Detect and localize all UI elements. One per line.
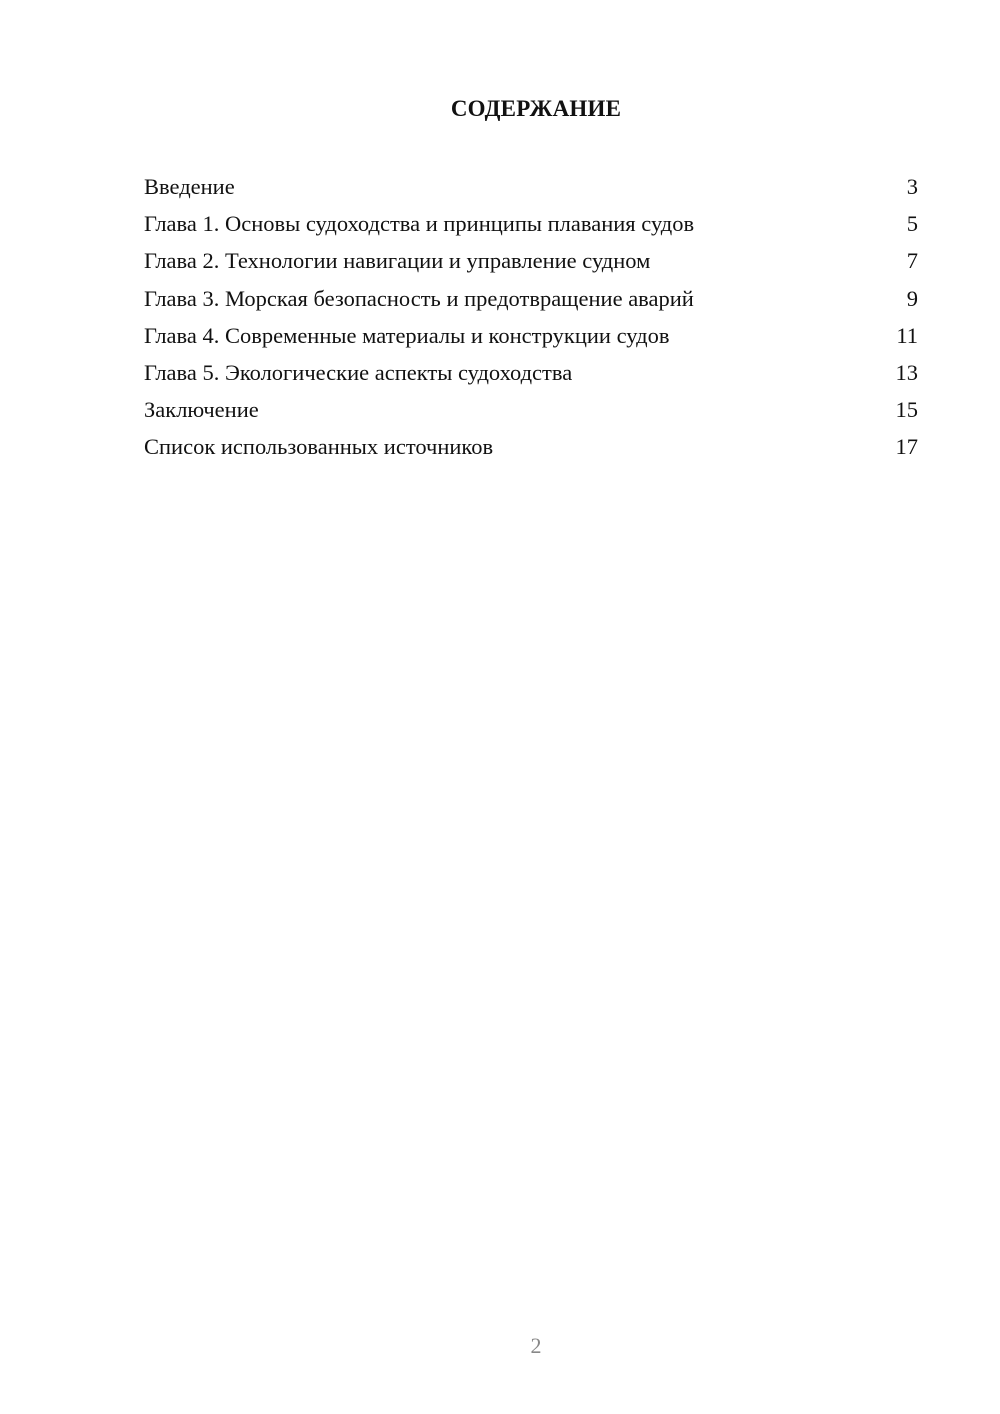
toc-entry-page: 13 [895,359,918,385]
toc-entry-chapter-2 [144,242,918,279]
toc-entry-label: Глава 2. Технологии навигации и управление судном [144,248,651,274]
toc-entry-label: Глава 1. Основы судоходства и принципы плавания судов [144,211,695,237]
toc-entry-chapter-3 [144,280,918,317]
toc-entry-page: 17 [895,434,918,460]
toc-entry-label: Глава 5. Экологические аспекты судоходства [144,359,573,385]
toc-entry-page: 9 [906,285,918,311]
toc-entry-introduction [144,168,918,205]
toc-entry-page: 3 [906,174,918,199]
toc-entry-page: 11 [896,322,918,348]
toc-entry-label: Заключение [144,397,259,423]
toc-entry-page: 15 [895,397,918,423]
toc-entry-chapter-5 [144,354,918,391]
toc-entry-label: Список использованных источников [144,434,494,460]
toc-entry-label: Глава 4. Современные материалы и конструкции судов [144,322,670,348]
toc-entry-label: Введение [144,174,235,199]
toc-entry-label: Глава 3. Морская безопасность и предотвращение аварий [144,285,694,311]
toc-entry-conclusion [144,391,918,428]
table-of-contents [144,168,918,466]
toc-entry-references [144,428,918,465]
toc-title: СОДЕРЖАНИЕ [450,96,622,121]
toc-entry-chapter-4 [144,317,918,354]
toc-entry-page: 7 [906,248,918,274]
page-number: 2 [530,1333,542,1358]
toc-entry-page: 5 [906,211,918,237]
toc-entry-chapter-1 [144,205,918,242]
